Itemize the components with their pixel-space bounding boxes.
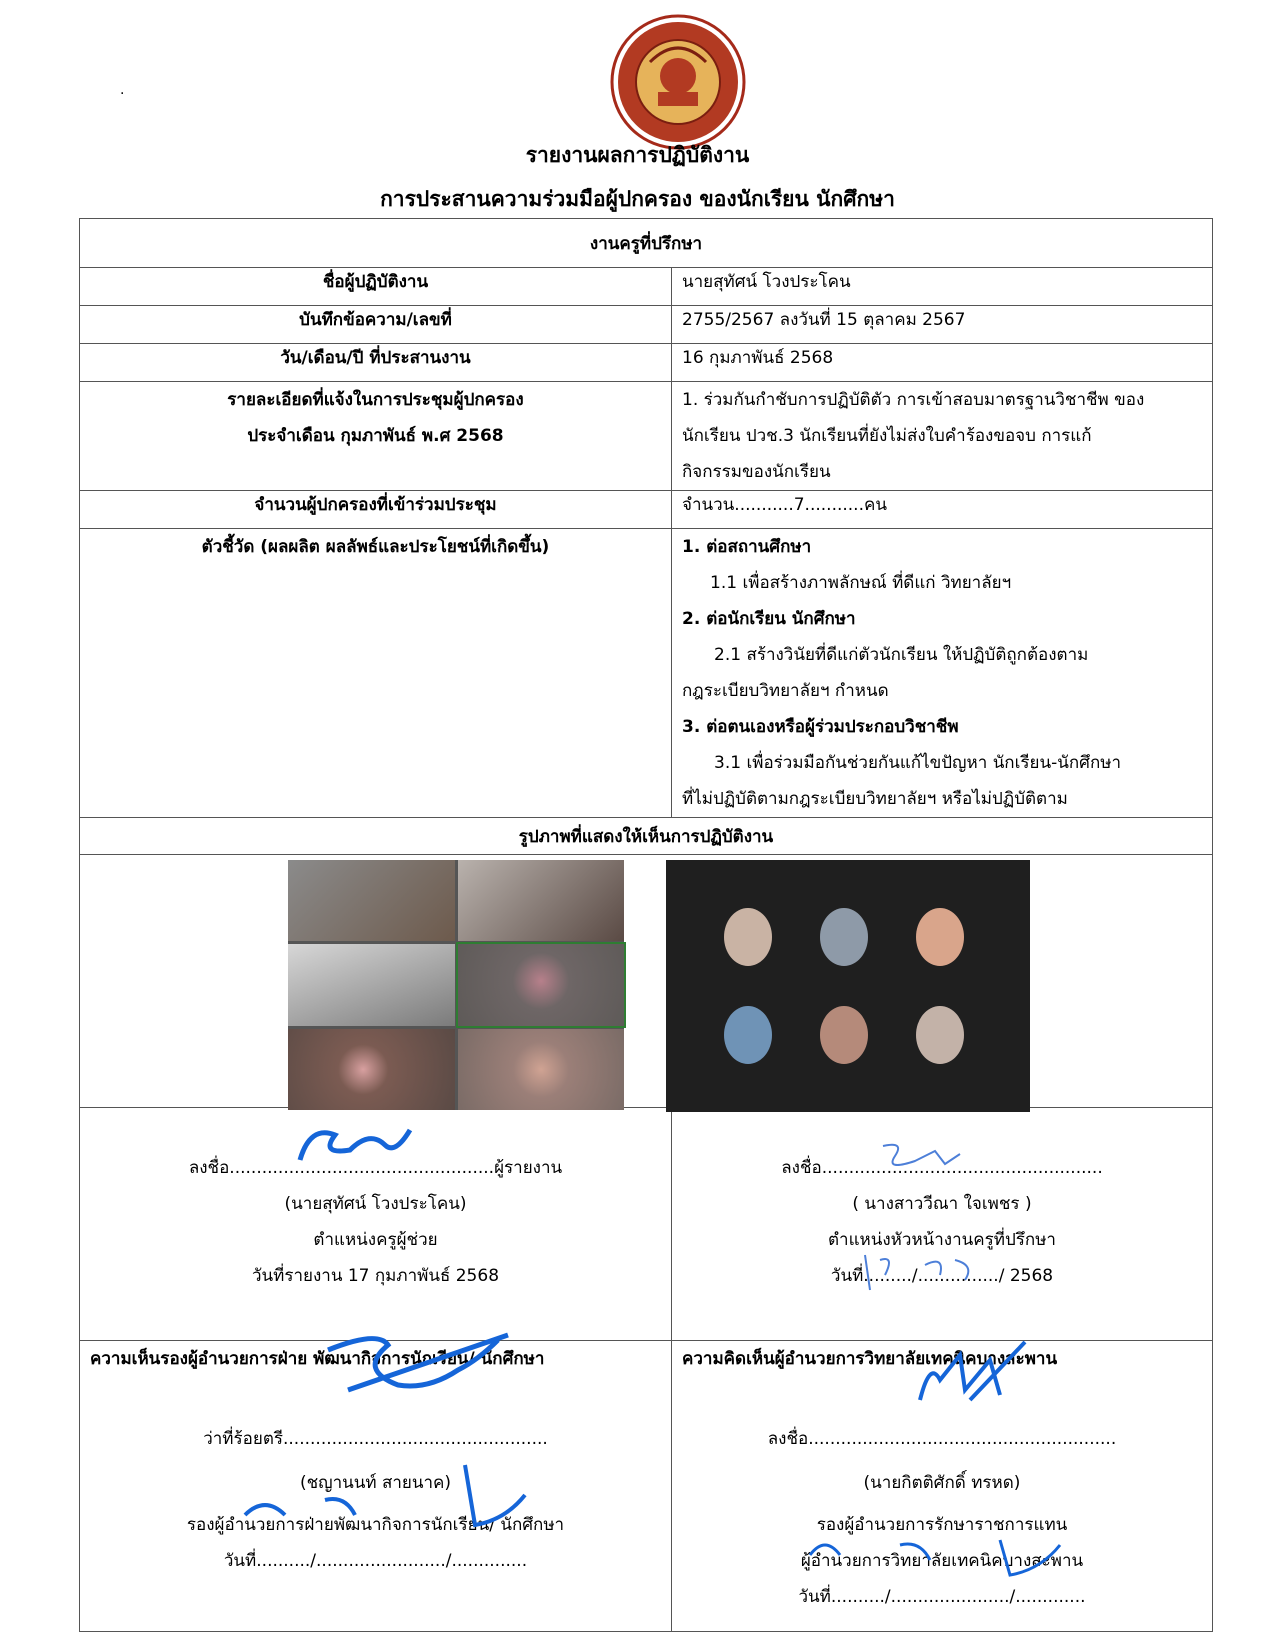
head-position: ตำแหน่งหัวหน้างานครูที่ปรึกษา xyxy=(828,1230,1056,1250)
indicator-2-1a: 2.1 สร้างวินัยที่ดีแก่ตัวนักเรียน ให้ปฏิบัติถูกต้องตาม xyxy=(714,645,1089,665)
date-label: วัน/เดือน/ปี ที่ประสานงาน xyxy=(80,344,672,382)
director-position-1: รองผู้อำนวยการรักษาราชการแทน xyxy=(816,1515,1068,1535)
section-title: งานครูที่ปรึกษา xyxy=(80,219,1213,268)
detail-value-3: กิจกรรมของนักเรียน xyxy=(682,462,831,482)
indicator-label: ตัวชี้วัด (ผลผลิต ผลลัพธ์และประโยชน์ที่เกิดขึ้น) xyxy=(201,537,550,557)
video-call-screenshot-2 xyxy=(666,860,1030,1112)
indicator-3-1a: 3.1 เพื่อร่วมมือกันช่วยกันแก้ไขปัญหา นักเรียน-นักศึกษา xyxy=(714,753,1122,773)
indicator-2-heading: 2. ต่อนักเรียน นักศึกษา xyxy=(682,609,856,629)
director-date: วันที่........../....................../............. xyxy=(798,1587,1086,1607)
head-sign-line: ลงชื่อ.................................................... xyxy=(781,1158,1103,1178)
detail-label-1: รายละเอียดที่แจ้งในการประชุมผู้ปกครอง xyxy=(227,390,524,410)
deputy-sign-line: ว่าที่ร้อยตรี................................................. xyxy=(203,1429,548,1449)
reporter-sign-line: ลงชื่อ.................................................ผู้รายงาน xyxy=(188,1158,563,1178)
report-subtitle: การประสานความร่วมมือผู้ปกครอง ของนักเรียน นักศึกษา xyxy=(380,187,895,211)
deputy-opinion-heading: ความเห็นรองผู้อำนวยการฝ่าย พัฒนากิจการนักเรียน/ นักศึกษา xyxy=(90,1349,545,1369)
report-table xyxy=(79,218,1213,1632)
indicator-3-1b: ที่ไม่ปฏิบัติตามกฎระเบียบวิทยาลัยฯ หรือไม่ปฏิบัติตาม xyxy=(682,789,1068,809)
detail-label-2: ประจำเดือน กุมภาพันธ์ พ.ศ 2568 xyxy=(247,426,504,446)
director-opinion-heading: ความคิดเห็นผู้อำนวยการวิทยาลัยเทคนิคบางสะพาน xyxy=(682,1349,1058,1369)
indicator-3-heading: 3. ต่อตนเองหรือผู้ร่วมประกอบวิชาชีพ xyxy=(682,717,959,737)
photo-evidence xyxy=(80,855,1213,1108)
indicator-2-1b: กฎระเบียบวิทยาลัยฯ กำหนด xyxy=(682,681,889,701)
date-value: 16 กุมภาพันธ์ 2568 xyxy=(672,344,1213,382)
video-call-screenshot-1 xyxy=(288,860,624,1110)
memo-label: บันทึกข้อความ/เลขที่ xyxy=(80,306,672,344)
detail-value-1: 1. ร่วมกันกำชับการปฏิบัติตัว การเข้าสอบมาตรฐานวิชาชีพ ของ xyxy=(682,390,1145,410)
report-date: วันที่รายงาน 17 กุมภาพันธ์ 2568 xyxy=(251,1266,500,1286)
deputy-position: รองผู้อำนวยการฝ่ายพัฒนากิจการนักเรียน/ นักศึกษา xyxy=(186,1515,565,1535)
indicator-1-heading: 1. ต่อสถานศึกษา xyxy=(682,537,812,557)
director-position-2: ผู้อำนวยการวิทยาลัยเทคนิคบางสะพาน xyxy=(800,1551,1084,1571)
director-name: (นายกิตติศักดิ์ ทรหด) xyxy=(863,1473,1021,1493)
stray-dot: . xyxy=(120,82,125,98)
report-title: รายงานผลการปฏิบัติงาน xyxy=(525,143,750,167)
photos-label: รูปภาพที่แสดงให้เห็นการปฏิบัติงาน xyxy=(80,818,1213,855)
parents-label: จำนวนผู้ปกครองที่เข้าร่วมประชุม xyxy=(80,491,672,529)
detail-value-2: นักเรียน ปวช.3 นักเรียนที่ยังไม่ส่งใบคำร้องขอจบ การแก้ xyxy=(682,426,1092,446)
indicator-1-1: 1.1 เพื่อสร้างภาพลักษณ์ ที่ดีแก่ วิทยาลัยฯ xyxy=(710,573,1012,593)
reporter-name: (นายสุทัศน์ โวงประโคน) xyxy=(284,1194,467,1214)
memo-value: 2755/2567 ลงวันที่ 15 ตุลาคม 2567 xyxy=(672,306,1213,344)
head-date: วันที่........./.............../ 2568 xyxy=(830,1266,1054,1286)
director-sign-line: ลงชื่อ......................................................... xyxy=(767,1429,1117,1449)
head-name: ( นางสาววีณา ใจเพชร ) xyxy=(852,1194,1032,1214)
performer-value: นายสุทัศน์ โวงประโคน xyxy=(672,268,1213,306)
college-seal-icon xyxy=(610,14,746,150)
reporter-position: ตำแหน่งครูผู้ช่วย xyxy=(313,1230,438,1250)
deputy-date: วันที่........../......................../.............. xyxy=(223,1551,528,1571)
deputy-name: (ชญานนท์ สายนาค) xyxy=(299,1473,452,1493)
parents-value: จำนวน...........7...........คน xyxy=(672,491,1213,529)
performer-label: ชื่อผู้ปฏิบัติงาน xyxy=(80,268,672,306)
